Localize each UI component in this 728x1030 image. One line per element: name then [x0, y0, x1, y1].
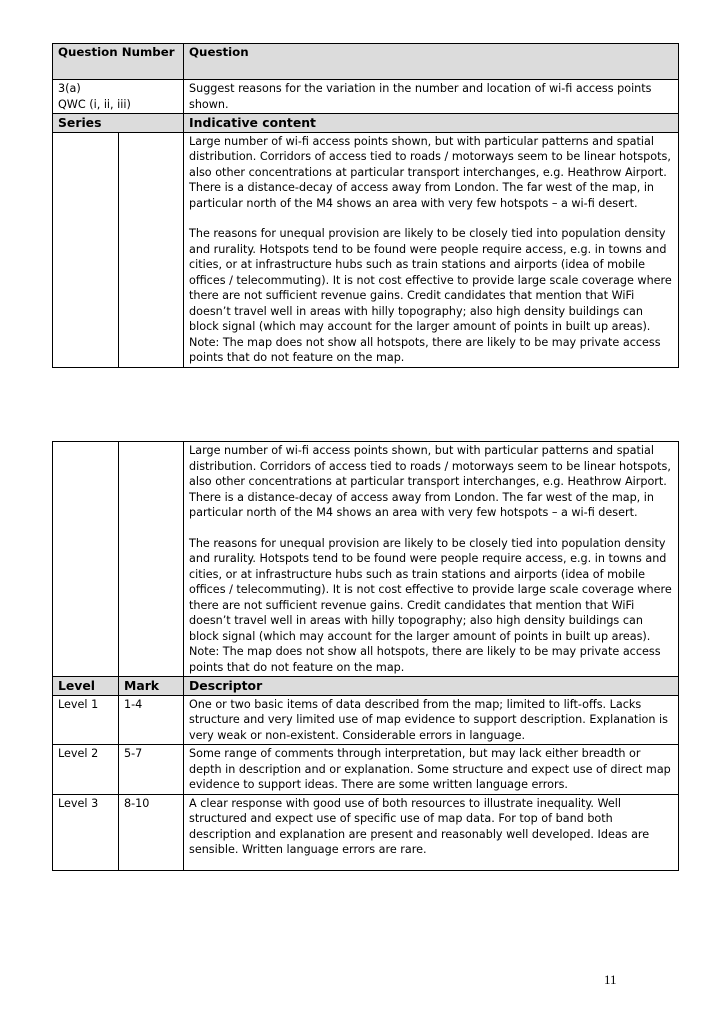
levels-header-row	[53, 677, 679, 696]
question-number-cell	[53, 80, 184, 114]
level-name: Level 3	[53, 794, 119, 870]
indicative-content-row	[53, 442, 679, 677]
level-name: Level 2	[53, 745, 119, 795]
level-descriptor: Some range of comments through interpretation, but may lack either breadth or depth in description and or explanation. Some structure and expect use of direct map evidence to support ideas. There are some written language errors.	[184, 745, 679, 795]
empty-cell	[53, 132, 119, 367]
series-header: Series	[53, 114, 184, 133]
qwc-label: QWC (i, ii, iii)	[58, 97, 131, 111]
level-header: Level	[53, 677, 119, 696]
levels-table	[52, 441, 679, 871]
indicative-paragraph: The reasons for unequal provision are likely to be closely tied into population density and rurality. Hotspots tend to be found were people require access, e.g. in towns and cities, or at infrastructure hubs such as train stations and airports (idea of mobile offices / telecommuting). It is not cost effective to provide large scale coverage where there are not sufficient revenue gains. Credit candidates that mention that WiFi doesn’t travel well in areas with hilly topography; also high density buildings can block signal (which may account for the larger amount of points in built up areas).	[189, 536, 672, 643]
question-header: Question	[184, 44, 679, 80]
level-row	[53, 794, 679, 870]
indicative-content-cell	[184, 132, 679, 367]
level-mark: 1-4	[119, 695, 184, 745]
indicative-note: Note: The map does not show all hotspots, there are likely to be may private access points that do not feature on the map.	[189, 645, 661, 674]
question-table	[52, 43, 679, 368]
level-name: Level 1	[53, 695, 119, 745]
question-number-header: Question Number	[53, 44, 184, 80]
indicative-content-header: Indicative content	[184, 114, 679, 133]
question-row	[53, 80, 679, 114]
level-row	[53, 695, 679, 745]
empty-cell	[53, 442, 119, 677]
page-number: 11	[604, 972, 617, 987]
mark-header: Mark	[119, 677, 184, 696]
indicative-content-row	[53, 132, 679, 367]
indicative-paragraph: Large number of wi-fi access points shown, but with particular patterns and spatial distribution. Corridors of access tied to roads / motorways seem to be linear hotspots, also other concentrations at particular transport interchanges, e.g. Heathrow Airport. There is a distance-decay of access away from London. The far west of the map, in particular north of the M4 shows an area with very few hotspots – a wi-fi desert.	[189, 444, 671, 519]
indicative-paragraph: Large number of wi-fi access points shown, but with particular patterns and spatial distribution. Corridors of access tied to roads / motorways seem to be linear hotspots, also other concentrations at particular transport interchanges, e.g. Heathrow Airport. There is a distance-decay of access away from London. The far west of the map, in particular north of the M4 shows an area with very few hotspots – a wi-fi desert.	[189, 134, 671, 210]
question-header-row	[53, 44, 679, 80]
level-descriptor: One or two basic items of data described from the map; limited to lift-offs. Lacks structure and very limited use of map evidence to support description. Explanation is very weak or non-existent. Considerable errors in language.	[184, 695, 679, 745]
empty-cell	[119, 442, 184, 677]
level-mark: 5-7	[119, 745, 184, 795]
level-descriptor: A clear response with good use of both resources to illustrate inequality. Well structured and expect use of specific use of map data. For top of band both description and explanation are present and reasonably well developed. Ideas are sensible. Written language errors are rare.	[184, 794, 679, 870]
empty-cell	[119, 132, 184, 367]
level-mark: 8-10	[119, 794, 184, 870]
question-number: 3(a)	[58, 82, 81, 95]
indicative-note: Note: The map does not show all hotspots, there are likely to be may private access points that do not feature on the map.	[189, 335, 661, 364]
level-row	[53, 745, 679, 795]
question-text: Suggest reasons for the variation in the number and location of wi-fi access points shown.	[184, 80, 679, 114]
indicative-content-cell	[184, 442, 679, 677]
indicative-paragraph: The reasons for unequal provision are likely to be closely tied into population density and rurality. Hotspots tend to be found were people require access, e.g. in towns and cities, or at infrastructure hubs such as train stations and airports (idea of mobile offices / telecommuting). It is not cost effective to provide large scale coverage where there are not sufficient revenue gains. Credit candidates that mention that WiFi doesn’t travel well in areas with hilly topography; also high density buildings can block signal (which may account for the larger amount of points in built up areas).	[189, 227, 672, 333]
descriptor-header: Descriptor	[184, 677, 679, 696]
series-header-row	[53, 114, 679, 133]
